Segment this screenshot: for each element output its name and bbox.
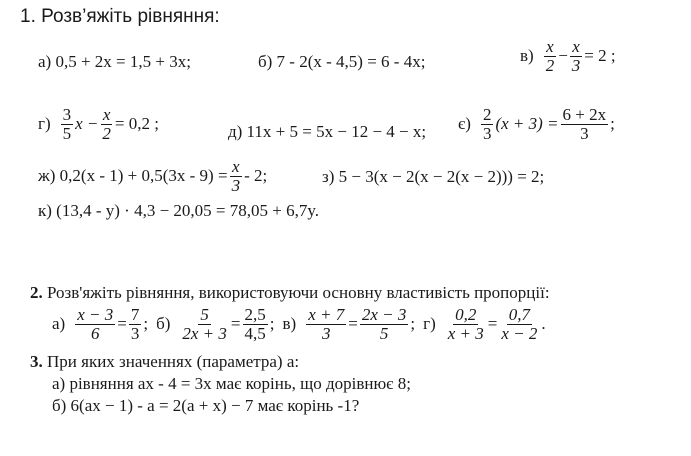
numerator: 3 xyxy=(62,105,72,124)
fraction xyxy=(544,38,557,75)
task-text: При яких значеннях (параметра) a: xyxy=(47,352,300,371)
fraction xyxy=(243,306,268,343)
denominator: 3 xyxy=(482,123,492,143)
label: а) xyxy=(52,314,66,334)
eq-3a: а) рівняння ax - 4 = 3x має корінь, що дорівнює 8; xyxy=(52,374,411,393)
numerator: 2 xyxy=(482,105,492,124)
numerator: 7 xyxy=(130,305,140,324)
label: б) xyxy=(156,314,171,334)
fraction xyxy=(180,306,229,343)
eq-1z: з) 5 − 3(x − 2(x − 2(x − 2))) = 2; xyxy=(322,167,545,186)
fraction xyxy=(360,306,409,343)
numerator: x xyxy=(546,37,554,56)
denominator: 2x + 3 xyxy=(182,323,227,343)
equation-rest: = 0,2 ; xyxy=(114,114,159,134)
fraction xyxy=(570,38,583,75)
separator: ; xyxy=(410,314,416,334)
operator: − xyxy=(558,46,568,66)
numerator: x + 7 xyxy=(308,305,345,324)
denominator: 2 xyxy=(545,55,555,75)
denominator: 3 xyxy=(580,123,589,143)
equation-middle: x − xyxy=(75,114,99,134)
denominator: 5 xyxy=(379,323,389,343)
equation-rest: ; xyxy=(610,114,615,134)
denominator: 3 xyxy=(571,55,581,75)
task-text: Розв'яжіть рівняння, використовуючи основну властивість пропорції: xyxy=(47,283,550,302)
denominator: x − 2 xyxy=(501,323,538,343)
task2-heading xyxy=(30,283,550,303)
operator: = xyxy=(487,314,498,334)
equation-middle: (x + 3) = xyxy=(495,114,559,134)
eq-1g xyxy=(38,106,159,143)
fraction xyxy=(61,106,74,143)
fraction xyxy=(446,306,486,343)
denominator: x + 3 xyxy=(447,323,484,343)
eq-1zh xyxy=(38,158,267,195)
label: в) xyxy=(520,46,534,66)
denominator: 4,5 xyxy=(244,323,266,343)
eq-1k: к) (13,4 - y) · 4,3 − 20,05 = 78,05 + 6,7y. xyxy=(38,201,319,220)
denominator: 3 xyxy=(130,323,140,343)
operator: = xyxy=(348,314,358,334)
numerator: x xyxy=(102,105,111,124)
fraction xyxy=(561,106,609,143)
numerator: 6 + 2x xyxy=(562,105,607,124)
task-number: 3. xyxy=(30,352,43,371)
equation-rest: - 2; xyxy=(244,166,268,186)
fraction xyxy=(481,106,494,143)
denominator: 3 xyxy=(231,175,241,195)
label: г) xyxy=(423,314,436,334)
task-number: 2. xyxy=(30,283,43,302)
numerator: 0,7 xyxy=(508,305,530,324)
equation-left: ж) 0,2(x - 1) + 0,5(3x - 9) = xyxy=(38,166,228,186)
equation-rest: = 2 ; xyxy=(584,46,616,66)
eq-1v xyxy=(520,38,616,75)
operator: = xyxy=(230,314,241,334)
eq-1e xyxy=(458,106,615,143)
fraction xyxy=(129,306,142,343)
fraction xyxy=(499,306,539,343)
numerator: 2x − 3 xyxy=(361,305,407,324)
label: г) xyxy=(38,114,51,134)
eq-1d: д) 11x + 5 = 5x − 12 − 4 − x; xyxy=(228,122,427,141)
eq-3b: б) 6(ax − 1) - a = 2(a + x) − 7 має корінь -1? xyxy=(52,396,360,415)
separator: ; xyxy=(269,314,275,334)
label: є) xyxy=(458,114,471,134)
numerator: 0,2 xyxy=(455,305,477,324)
separator: ; xyxy=(143,314,149,334)
numerator: x − 3 xyxy=(77,305,114,324)
fraction xyxy=(100,106,113,143)
operator: = xyxy=(117,314,127,334)
numerator: 2,5 xyxy=(244,305,266,324)
denominator: 2 xyxy=(102,123,111,143)
denominator: 5 xyxy=(62,123,72,143)
denominator: 3 xyxy=(321,323,331,343)
numerator: x xyxy=(232,157,240,176)
fraction xyxy=(306,306,346,343)
task1-title: 1. Розв’яжіть рівняння: xyxy=(20,6,220,27)
label: в) xyxy=(282,314,297,334)
denominator: 6 xyxy=(90,323,100,343)
numerator: 5 xyxy=(200,305,209,324)
fraction xyxy=(230,158,243,195)
eq-2-row xyxy=(52,306,546,343)
separator: . xyxy=(541,314,546,334)
task3-heading xyxy=(30,352,299,372)
numerator: x xyxy=(572,37,580,56)
eq-1a: а) 0,5 + 2x = 1,5 + 3x; xyxy=(38,52,191,71)
eq-1b: б) 7 - 2(x - 4,5) = 6 - 4x; xyxy=(258,52,426,71)
fraction xyxy=(75,306,115,343)
